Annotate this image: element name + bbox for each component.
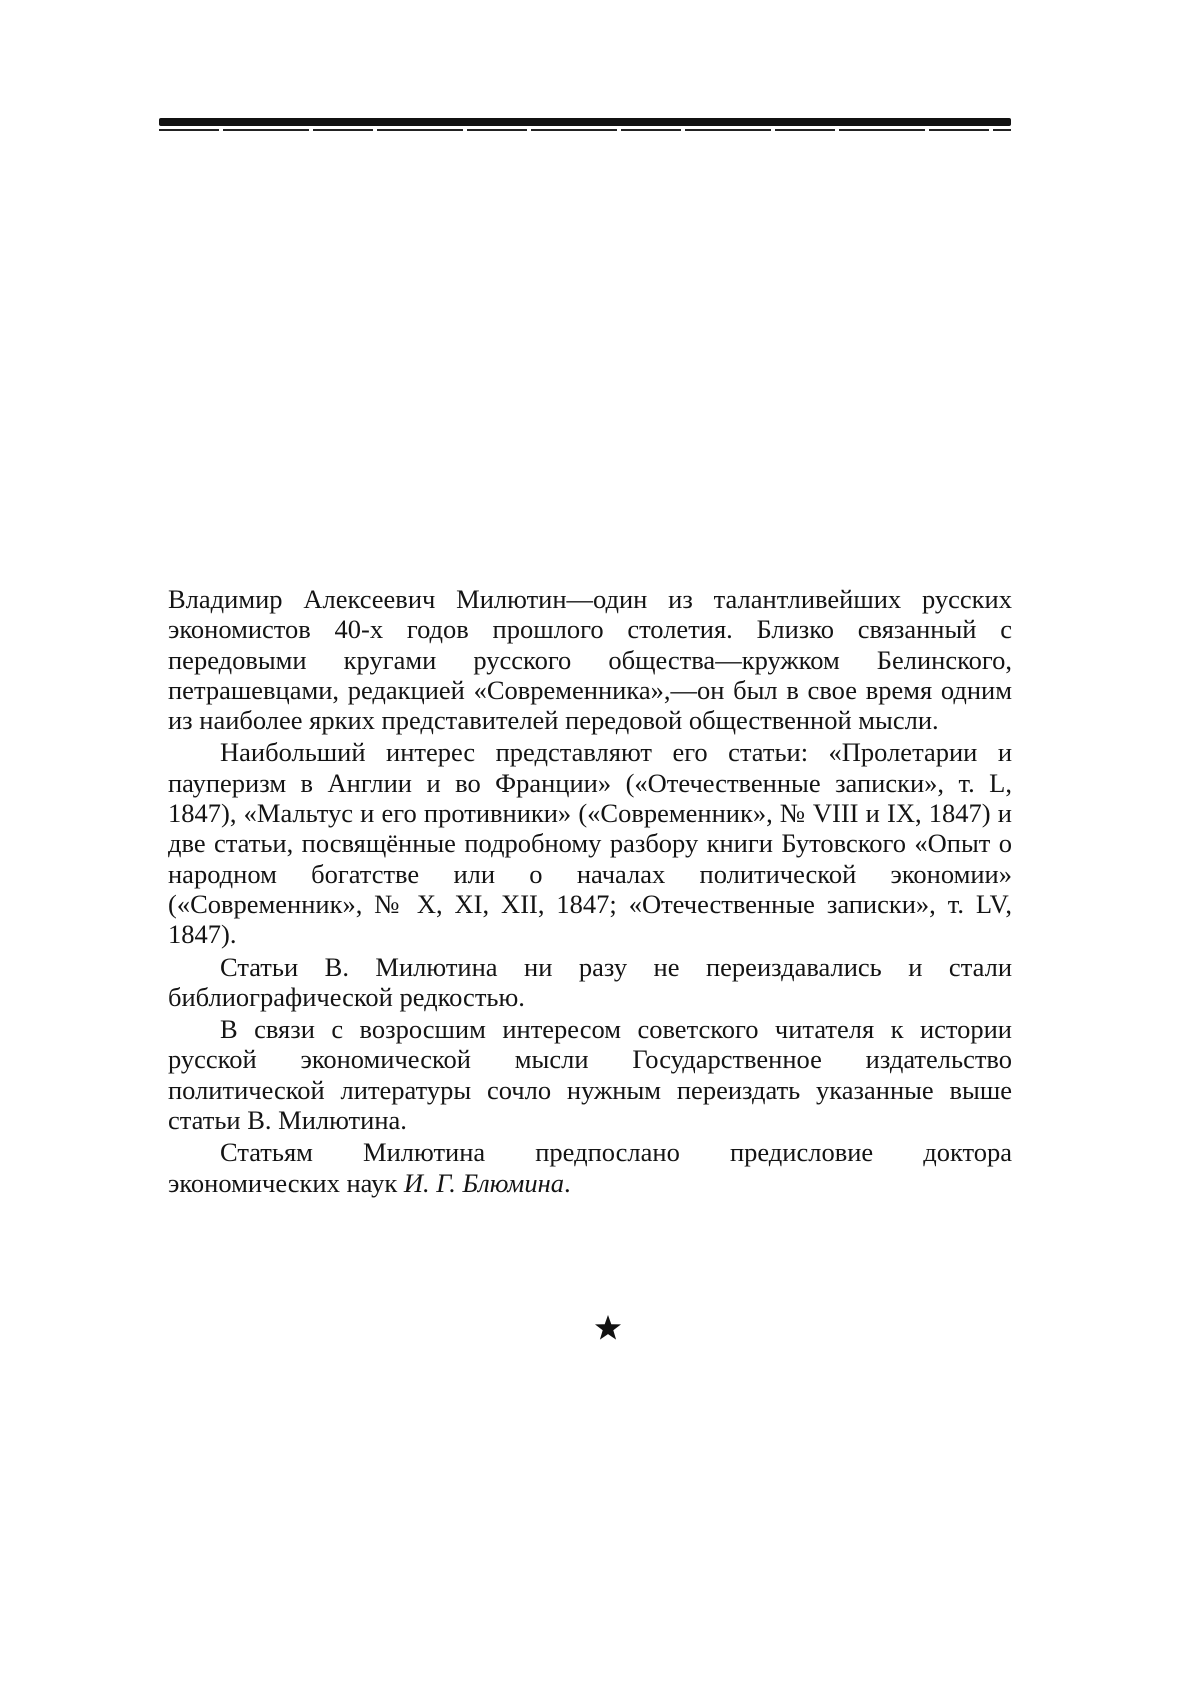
paragraph-2: Наибольший интерес представляют его статьи: «Пролетарии и пауперизм в Англии и во Франции» («Отечественные записки», т. L, 1847), «Мальтус и его противники» («Современник», № VIII и IX, 1847) и две статьи, посвящённые подробному разбору книги Бутовского «Опыт о народном богатстве или о началах политической экономии» («Современник», № X, XI, XII, 1847; «Отечественные записки», т. LV, 1847). — [168, 737, 1012, 950]
star-icon — [594, 1314, 622, 1342]
publisher-note — [168, 584, 1012, 1198]
paragraph-4: В связи с возросшим интересом советского читателя к истории русской экономической мысли Государственное издательство политической литературы сочло нужным переиздать указанные выше статьи В. Милютина. — [168, 1014, 1012, 1136]
top-rule-thick-line — [159, 118, 1011, 126]
paragraph-1: Владимир Алексеевич Милютин—один из талантливейших русских экономистов 40-х годов прошлого столетия. Близко связанный с передовыми кругами русского общества—кружком Белинского, петрашевцами, редакцией «Современника»,—он был в свое время одним из наиболее ярких представителей передовой общественной мысли. — [168, 584, 1012, 736]
paragraph-3: Статьи В. Милютина ни разу не переиздавались и стали библиографической редкостью. — [168, 951, 1012, 1012]
paragraph-5-text: Статьям Милютина предпослано предисловие доктора экономических наук — [168, 1137, 1012, 1198]
paragraph-5-end: . — [563, 1167, 571, 1198]
paragraph-5 — [168, 1137, 1012, 1198]
preface-author: И. Г. Блюмина — [403, 1167, 564, 1198]
top-rule — [159, 118, 1011, 132]
top-rule-thin-line — [159, 129, 1011, 131]
